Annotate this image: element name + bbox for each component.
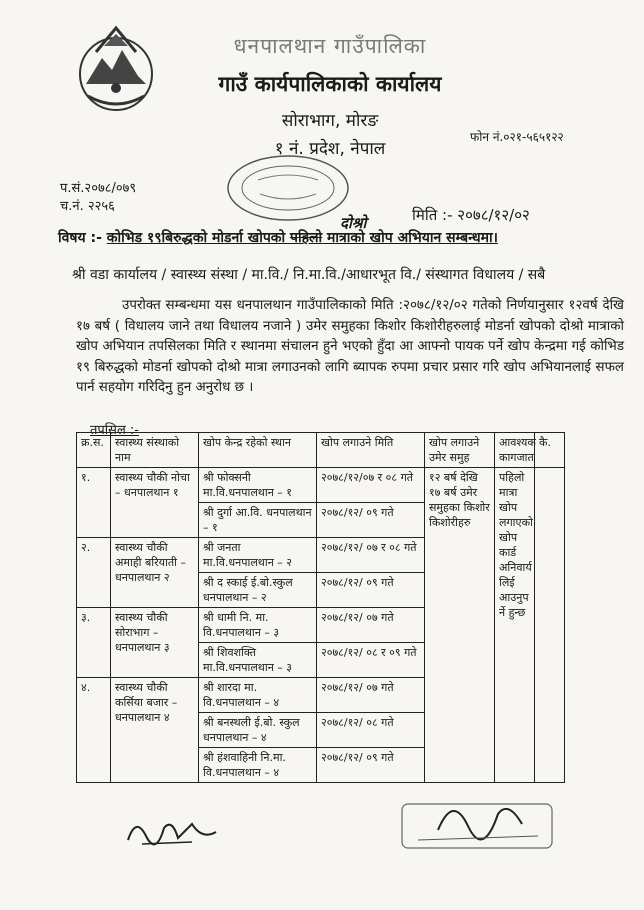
health-org-cell: स्वास्थ्य चौकी कर्सिया बजार – धनपालथान ४ bbox=[111, 678, 199, 783]
health-org-cell: स्वास्थ्य चौकी अमाही बरियाती – धनपालथान २ bbox=[111, 538, 199, 608]
center-cell: श्री शिवशक्ति मा.वि.धनपालथान – ३ bbox=[199, 643, 317, 678]
municipality-name: धनपालथान गाउँपालिका bbox=[233, 34, 427, 58]
header-vaccine-center: खोप केन्द्र रहेको स्थान bbox=[199, 433, 317, 468]
center-cell: श्री बनस्थली ई.बो. स्कुल धनपालथान – ४ bbox=[199, 713, 317, 748]
left-signature bbox=[122, 810, 222, 850]
center-cell: श्री द स्काई ई.बो.स्कुल धनपालथान – २ bbox=[199, 573, 317, 608]
table-row bbox=[77, 468, 565, 503]
header-serial: क्र.स. bbox=[77, 433, 111, 468]
serial-cell: १. bbox=[77, 468, 111, 538]
subject-line bbox=[58, 228, 618, 247]
header-health-org: स्वास्थ्य संस्थाको नाम bbox=[111, 433, 199, 468]
reference-number: प.सं.२०७८/०७९ bbox=[60, 181, 137, 196]
health-org-cell: स्वास्थ्य चौकी नोचा – धनपालथान १ bbox=[111, 468, 199, 538]
subject-text-b: मात्राको खोप अभियान सम्बन्धमा। bbox=[322, 230, 498, 246]
header-age-group: खोप लगाउने उमेर समुह bbox=[425, 433, 495, 468]
date-cell: २०७८/१२/ ०९ गते bbox=[317, 748, 425, 783]
subject-struck-word: पहिलो bbox=[290, 230, 323, 246]
date-cell: २०७८/१२/ ०७ र ०८ गते bbox=[317, 538, 425, 573]
date-cell: २०७८/१२/ ०९ गते bbox=[317, 503, 425, 538]
vaccination-schedule-table bbox=[76, 432, 565, 783]
dispatch-number: च.नं. २२५६ bbox=[60, 199, 115, 214]
header-documents: आवश्यक कागजात bbox=[495, 433, 535, 468]
table-header-row bbox=[77, 433, 565, 468]
date-cell: २०७८/१२/ ०८ र ०९ गते bbox=[317, 643, 425, 678]
body-paragraph bbox=[76, 296, 624, 399]
remarks-cell bbox=[535, 468, 565, 783]
recipients-line: श्री वडा कार्यालय / स्वास्थ्य संस्था / मा.वि./ नि.मा.वि./आधारभूत वि./ संस्थागत विधालय / सबै bbox=[72, 267, 546, 283]
phone-number: फोन नं.०२१-५६५१२२ bbox=[470, 130, 564, 144]
address-line-1: सोराभाग, मोरङ bbox=[281, 111, 379, 131]
center-cell: श्री जनता मा.वि.धनपालथान – २ bbox=[199, 538, 317, 573]
header-remarks: कै. bbox=[535, 433, 565, 468]
serial-cell: ४. bbox=[77, 678, 111, 783]
center-cell: श्री शारदा मा. वि.धनपालथान – ४ bbox=[199, 678, 317, 713]
health-org-cell: स्वास्थ्य चौकी सोराभाग – धनपालथान ३ bbox=[111, 608, 199, 678]
right-signature-stamp bbox=[398, 790, 558, 856]
documents-cell: पहिलो मात्रा खोप लगाएको खोप कार्ड अनिवार्य लिई आउनुप र्ने हुन्छ bbox=[495, 468, 535, 783]
center-cell: श्री हंशवाहिनी नि.मा. वि.धनपालथान – ४ bbox=[199, 748, 317, 783]
office-seal-stamp bbox=[218, 150, 358, 225]
date-cell: २०७८/१२/ ०७ गते bbox=[317, 608, 425, 643]
date-cell: २०७८/१२/ ०८ गते bbox=[317, 713, 425, 748]
date-cell: २०७८/१२/०७ र ०८ गते bbox=[317, 468, 425, 503]
serial-cell: ३. bbox=[77, 608, 111, 678]
center-cell: श्री धामी नि. मा. वि.धनपालथान – ३ bbox=[199, 608, 317, 643]
center-cell: श्री दुर्गा आ.वि. धनपालथान – १ bbox=[199, 503, 317, 538]
age-group-cell: १२ बर्ष देखि १७ बर्ष उमेर समुहका किशोर किशोरीहरु bbox=[425, 468, 495, 783]
office-name: गाउँ कार्यपालिकाको कार्यालय bbox=[218, 72, 442, 96]
center-cell: श्री फोक्सनी मा.वि.धनपालथान – १ bbox=[199, 468, 317, 503]
address-line-2: १ नं. प्रदेश, नेपाल bbox=[274, 139, 386, 159]
schedule-label: तपसिल :- bbox=[90, 423, 139, 438]
body-text: उपरोक्त सम्बन्धमा यस धनपालथान गाउँपालिकाको मिति :२०७८/१२/०२ गतेको निर्णयानुसार १२वर्ष देखि १७ बर्ष ( विधालय जाने तथा विधालय नजाने ) उमेर समुहका किशोर किशोरीहरुलाई मोडर्ना खोपको दोश्रो मात्राको खोप अभियान तपसिलका मिति र स्थानमा संचालन हुने भएको हुँदा आ आफ्नो पायक पर्ने खोप केन्द्रमा गई कोभिड १९ बिरुद्धको मोडर्ना खोपको दोश्रो मात्रा लगाउनको लागि ब्यापक रुपमा प्रचार प्रसार गरि खोप अभियानलाई सफल पार्न सहयोग गरिदिनु हुन अनुरोध छ । bbox=[76, 298, 624, 395]
header-vaccine-date: खोप लगाउने मिति bbox=[317, 433, 425, 468]
handwritten-dose-correction: दोश्रो bbox=[340, 214, 367, 232]
subject-text-a: कोभिड १९बिरुद्धको मोडर्ना खोपको bbox=[106, 230, 291, 246]
date-cell: २०७८/१२/ ०७ गते bbox=[317, 678, 425, 713]
date-cell: २०७८/१२/ ०९ गते bbox=[317, 573, 425, 608]
subject-prefix: विषय :- bbox=[58, 230, 107, 246]
serial-cell: २. bbox=[77, 538, 111, 608]
letter-date: मिति :- २०७८/१२/०२ bbox=[412, 206, 530, 224]
